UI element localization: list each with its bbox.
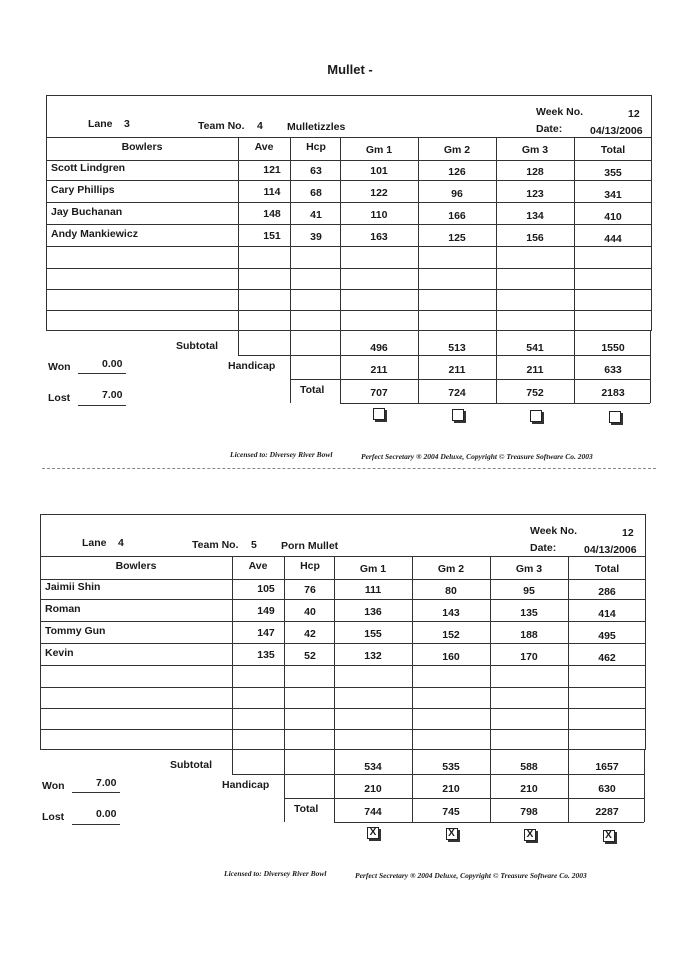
- lost-value: 7.00: [102, 389, 123, 401]
- bowler-name: Kevin: [45, 647, 74, 659]
- lane-label: Lane: [82, 537, 107, 549]
- handicap-gm3: 210: [520, 783, 538, 795]
- column-header-total: Total: [594, 563, 620, 575]
- bowler-hcp: 63: [310, 164, 322, 177]
- column-header-bowlers: Bowlers: [121, 141, 163, 153]
- result-checkbox-gm1[interactable]: [373, 408, 385, 420]
- subtotal-total: 1657: [595, 761, 619, 773]
- week-no-label: Week No.: [530, 525, 578, 537]
- bowler-name: Tommy Gun: [45, 625, 106, 637]
- bowler-total: 286: [598, 586, 616, 598]
- team-no-value: 4: [257, 120, 263, 132]
- column-header-hcp: Hcp: [300, 560, 320, 572]
- bowler-gm2: 160: [442, 650, 460, 663]
- won-underline: [78, 373, 126, 374]
- team-no-label: Team No.: [198, 120, 245, 132]
- bowler-gm1: 110: [370, 209, 388, 222]
- date-label: Date:: [530, 542, 557, 554]
- date-value: 04/13/2006: [584, 544, 637, 556]
- bowler-total: 410: [604, 211, 622, 223]
- bowler-name: Jay Buchanan: [51, 206, 123, 218]
- bowler-hcp: 68: [310, 186, 322, 199]
- totals-divider: [290, 379, 650, 380]
- row-divider: [46, 246, 652, 247]
- won-underline: [72, 792, 120, 793]
- column-header-gm3: Gm 3: [515, 563, 543, 575]
- bowler-gm3: 128: [526, 166, 544, 179]
- bowler-gm2: 143: [442, 606, 460, 619]
- column-header-gm2: Gm 2: [437, 563, 465, 575]
- col-divider: [568, 556, 569, 750]
- subtotal-gm1: 534: [364, 761, 382, 773]
- column-header-ave: Ave: [248, 560, 268, 572]
- totals-divider: [284, 798, 644, 799]
- subtotal-gm3: 588: [520, 761, 538, 773]
- grand_total-gm1: 744: [364, 806, 382, 818]
- row-divider: [46, 310, 652, 311]
- bowler-ave: 149: [257, 605, 275, 617]
- bowler-gm3: 170: [520, 651, 538, 664]
- bowler-total: 444: [604, 233, 622, 245]
- bowler-hcp: 76: [304, 583, 316, 596]
- copyright-text: Perfect Secretary ® 2004 Deluxe, Copyright © Treasure Software Co. 2003: [361, 452, 593, 461]
- subtotal-label: Subtotal: [176, 340, 218, 352]
- row-divider: [46, 180, 652, 181]
- bowler-gm1: 136: [364, 606, 382, 619]
- handicap-gm1: 211: [370, 364, 388, 376]
- col-divider: [232, 556, 233, 750]
- lane-value: 4: [118, 537, 124, 549]
- date-value: 04/13/2006: [590, 125, 643, 137]
- license-text: Licensed to: Diversey River Bowl: [230, 450, 333, 459]
- column-header-bowlers: Bowlers: [115, 560, 157, 572]
- total-label: Total: [294, 803, 319, 815]
- column-header-divider: [40, 579, 646, 580]
- week-no-value: 12: [628, 108, 640, 120]
- bowler-name: Roman: [45, 603, 81, 615]
- lost-underline: [72, 824, 120, 825]
- column-header-gm1: Gm 1: [359, 563, 387, 575]
- lost-underline: [78, 405, 126, 406]
- row-divider: [46, 268, 652, 269]
- team-name: Porn Mullet: [281, 540, 339, 552]
- bowler-gm2: 125: [448, 231, 466, 244]
- bowler-hcp: 40: [304, 605, 316, 618]
- totals-col-divider: [238, 331, 239, 355]
- col-divider: [574, 137, 575, 331]
- bowler-total: 462: [598, 652, 616, 664]
- won-label: Won: [48, 361, 71, 373]
- team-no-label: Team No.: [192, 539, 239, 551]
- row-divider: [40, 687, 646, 688]
- bowler-hcp: 52: [304, 649, 316, 662]
- subtotal-gm3: 541: [526, 342, 544, 354]
- result-checkbox-total[interactable]: [609, 411, 621, 423]
- totals-divider: [232, 774, 644, 775]
- result-checkbox-gm1[interactable]: X: [367, 827, 379, 839]
- result-checkbox-gm2[interactable]: [452, 409, 464, 421]
- column-header-total: Total: [600, 144, 626, 156]
- grand_total-total: 2183: [601, 387, 625, 399]
- license-text: Licensed to: Diversey River Bowl: [224, 869, 327, 878]
- grand_total-gm2: 724: [448, 387, 466, 399]
- row-divider: [40, 665, 646, 666]
- handicap-label: Handicap: [228, 360, 276, 372]
- bowler-name: Scott Lindgren: [51, 162, 126, 174]
- totals-divider: [238, 355, 650, 356]
- result-checkbox-gm3[interactable]: X: [524, 829, 536, 841]
- column-header-gm2: Gm 2: [443, 144, 471, 156]
- grand_total-gm1: 707: [370, 387, 388, 399]
- bowler-ave: 151: [263, 230, 281, 242]
- col-divider: [238, 137, 239, 331]
- bowler-name: Andy Mankiewicz: [51, 228, 138, 240]
- bowler-ave: 135: [257, 649, 275, 661]
- bowler-ave: 121: [263, 164, 281, 176]
- week-no-label: Week No.: [536, 106, 584, 118]
- bowler-gm2: 80: [445, 584, 457, 597]
- header-divider: [46, 137, 652, 138]
- won-label: Won: [42, 780, 65, 792]
- row-divider: [40, 643, 646, 644]
- copyright-text: Perfect Secretary ® 2004 Deluxe, Copyright © Treasure Software Co. 2003: [355, 871, 587, 880]
- row-divider: [40, 599, 646, 600]
- row-divider: [46, 289, 652, 290]
- grand_total-gm3: 798: [520, 806, 538, 818]
- bowler-total: 414: [598, 608, 616, 620]
- totals-col-divider: [232, 750, 233, 774]
- column-header-divider: [46, 160, 652, 161]
- bowler-hcp: 39: [310, 230, 322, 243]
- bowler-gm3: 95: [523, 585, 535, 598]
- bowler-ave: 105: [257, 583, 275, 595]
- subtotal-label: Subtotal: [170, 759, 212, 771]
- bowler-total: 355: [604, 167, 622, 179]
- row-divider: [40, 729, 646, 730]
- handicap-gm3: 211: [526, 364, 544, 376]
- totals-col-divider: [284, 750, 285, 822]
- bowler-gm1: 163: [370, 231, 388, 244]
- subtotal-gm1: 496: [370, 342, 388, 354]
- lost-label: Lost: [48, 392, 71, 404]
- bowler-gm1: 155: [364, 628, 382, 641]
- totals-divider: [340, 403, 650, 404]
- bowler-gm3: 156: [526, 232, 544, 245]
- total-label: Total: [300, 384, 325, 396]
- subtotal-gm2: 535: [442, 761, 460, 773]
- grand_total-total: 2287: [595, 806, 619, 818]
- column-header-ave: Ave: [254, 141, 274, 153]
- bowler-hcp: 42: [304, 627, 316, 640]
- team-name: Mulletizzles: [287, 121, 346, 133]
- bowler-ave: 147: [257, 627, 275, 639]
- result-checkbox-total[interactable]: X: [603, 830, 615, 842]
- lane-label: Lane: [88, 118, 113, 130]
- totals-col-divider: [290, 331, 291, 403]
- row-divider: [46, 224, 652, 225]
- grand_total-gm3: 752: [526, 387, 544, 399]
- date-label: Date:: [536, 123, 563, 135]
- row-divider: [46, 202, 652, 203]
- totals-divider: [334, 822, 644, 823]
- bowler-total: 495: [598, 630, 616, 642]
- column-header-hcp: Hcp: [306, 141, 326, 153]
- bowler-ave: 148: [263, 208, 281, 220]
- handicap-label: Handicap: [222, 779, 270, 791]
- header-divider: [40, 556, 646, 557]
- totals-col-divider: [644, 750, 645, 822]
- lost-value: 0.00: [96, 808, 117, 820]
- bowler-gm2: 126: [448, 165, 466, 178]
- bowler-gm3: 135: [520, 607, 538, 620]
- bowler-gm2: 96: [451, 187, 463, 200]
- bowler-gm3: 123: [526, 188, 544, 201]
- bowler-name: Jaimii Shin: [45, 581, 101, 593]
- week-no-value: 12: [622, 527, 634, 539]
- totals-col-divider: [650, 331, 651, 403]
- subtotal-total: 1550: [601, 342, 625, 354]
- handicap-gm2: 210: [442, 783, 460, 795]
- bowler-total: 341: [604, 189, 622, 201]
- subtotal-gm2: 513: [448, 342, 466, 354]
- column-header-gm1: Gm 1: [365, 144, 393, 156]
- bowler-name: Cary Phillips: [51, 184, 115, 196]
- result-checkbox-gm2[interactable]: X: [446, 828, 458, 840]
- bowler-gm3: 134: [526, 210, 544, 223]
- won-value: 0.00: [102, 358, 123, 370]
- result-checkbox-gm3[interactable]: [530, 410, 542, 422]
- page-title: Mullet -: [327, 62, 373, 77]
- lost-label: Lost: [42, 811, 65, 823]
- team-no-value: 5: [251, 539, 257, 551]
- totals-col-divider: [568, 750, 569, 822]
- bowler-gm1: 101: [370, 165, 388, 178]
- bowler-hcp: 41: [310, 208, 322, 221]
- row-divider: [40, 621, 646, 622]
- bowler-gm1: 132: [364, 650, 382, 663]
- bowler-gm1: 122: [370, 187, 388, 200]
- column-header-gm3: Gm 3: [521, 144, 549, 156]
- bowler-gm1: 111: [364, 584, 382, 597]
- totals-col-divider: [574, 331, 575, 403]
- bowler-gm2: 166: [448, 209, 466, 222]
- handicap-gm1: 210: [364, 783, 382, 795]
- won-value: 7.00: [96, 777, 117, 789]
- handicap-total: 630: [598, 783, 616, 795]
- bowler-ave: 114: [263, 186, 281, 198]
- handicap-total: 633: [604, 364, 622, 376]
- bowler-gm2: 152: [442, 628, 460, 641]
- bowler-gm3: 188: [520, 629, 538, 642]
- lane-value: 3: [124, 118, 130, 130]
- cut-line: [42, 468, 656, 469]
- row-divider: [40, 708, 646, 709]
- handicap-gm2: 211: [448, 364, 466, 376]
- grand_total-gm2: 745: [442, 806, 460, 818]
